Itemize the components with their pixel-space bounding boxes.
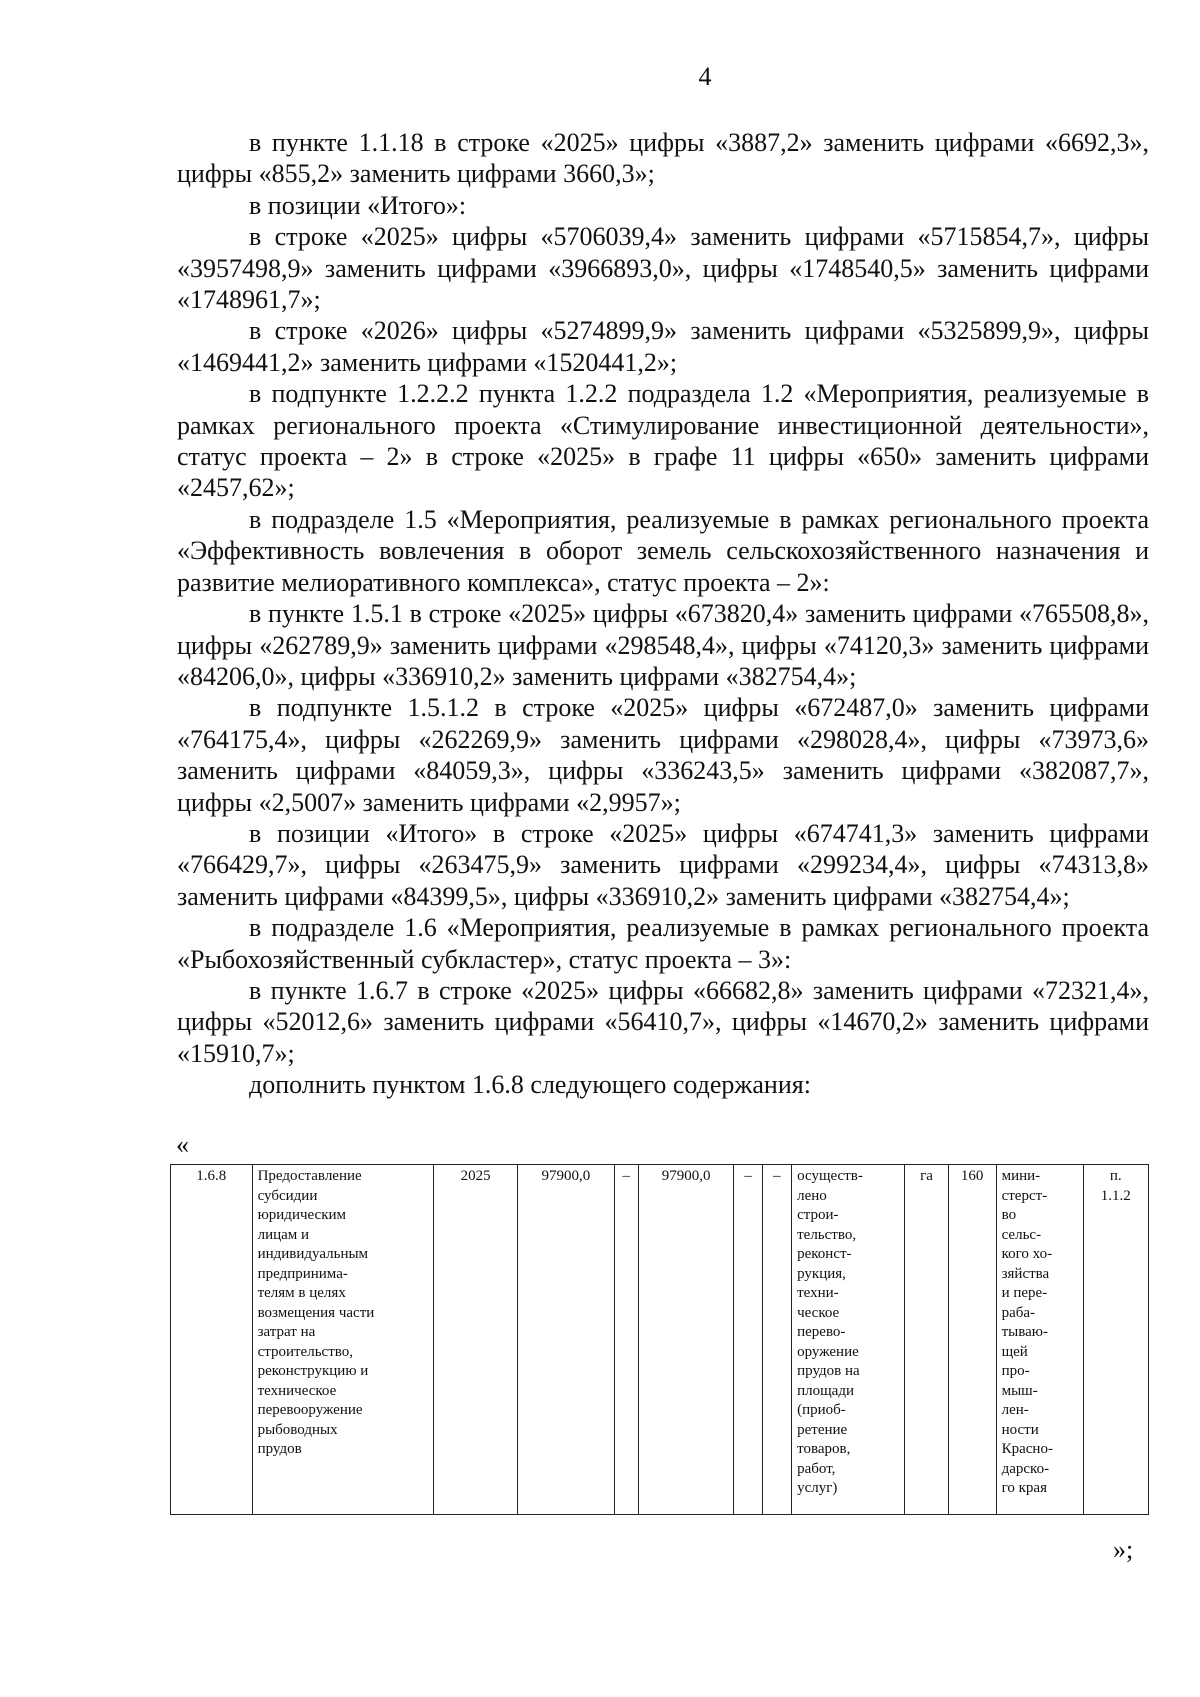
paragraph: в подпункте 1.2.2.2 пункта 1.2.2 подраздела 1.2 «Мероприятия, реализуемые в рамках регионального проекта «Стимулирование инвестиционной деятельности», статус проекта – 2» в строке «2025» в графе 11 цифры «650» заменить цифрами «2457,62»; — [177, 379, 1149, 503]
cell-reference: п. 1.1.2 — [1083, 1165, 1148, 1515]
amendment-text — [177, 127, 1149, 1101]
paragraph: в подразделе 1.6 «Мероприятия, реализуемые в рамках регионального проекта «Рыбохозяйственный субкластер», статус проекта – 3»: — [177, 913, 1149, 974]
cell-regional: 97900,0 — [638, 1165, 734, 1515]
paragraph: в пункте 1.1.18 в строке «2025» цифры «3887,2» заменить цифрами «6692,3», цифры «855,2» заменить цифрами 3660,3»; — [177, 128, 1149, 189]
cell-value: 160 — [948, 1165, 996, 1515]
cell-other: – — [762, 1165, 791, 1515]
cell-result: осуществ- лено строи- тельство, реконст- рукция, техни- ческое перево- оружение прудов на площади (приоб- ретение товаров, работ, услуг) — [792, 1165, 905, 1515]
open-quote: « — [176, 1130, 189, 1159]
close-quote: »; — [1113, 1535, 1134, 1564]
cell-local: – — [734, 1165, 762, 1515]
cell-federal: – — [614, 1165, 638, 1515]
cell-total: 97900,0 — [518, 1165, 615, 1515]
cell-year: 2025 — [434, 1165, 518, 1515]
amendment-table — [170, 1164, 1149, 1515]
paragraph: в строке «2025» цифры «5706039,4» заменить цифрами «5715854,7», цифры «3957498,9» заменить цифрами «3966893,0», цифры «1748540,5» заменить цифрами «1748961,7»; — [177, 222, 1149, 315]
paragraph: в позиции «Итого» в строке «2025» цифры «674741,3» заменить цифрами «766429,7», цифры «263475,9» заменить цифрами «299234,4», цифры «74313,8» заменить цифрами «84399,5», цифры «336910,2» заменить цифрами «382754,4»; — [177, 818, 1149, 911]
paragraph: в строке «2026» цифры «5274899,9» заменить цифрами «5325899,9», цифры «1469441,2» заменить цифрами «1520441,2»; — [177, 316, 1149, 377]
cell-number: 1.6.8 — [171, 1165, 253, 1515]
cell-name: Предоставление субсидии юридическим лицам и индивидуальным предпринима- телям в целях возмещения части затрат на строительство, реконструкцию и техническое перевооружение рыбоводных прудов — [252, 1165, 434, 1515]
page-number: 4 — [698, 62, 712, 91]
cell-unit: га — [905, 1165, 949, 1515]
paragraph: дополнить пунктом 1.6.8 следующего содержания: — [249, 1070, 811, 1100]
paragraph: в подразделе 1.5 «Мероприятия, реализуемые в рамках регионального проекта «Эффективность вовлечения в оборот земель сельскохозяйственного назначения и развитие мелиоративного комплекса», статус проекта – 2»: — [177, 504, 1149, 597]
paragraph: в подпункте 1.5.1.2 в строке «2025» цифры «672487,0» заменить цифрами «764175,4», цифры «262269,9» заменить цифрами «298028,4», цифры «73973,6» заменить цифрами «84059,3», цифры «336243,5» заменить цифрами «382087,7», цифры «2,5007» заменить цифрами «2,9957»; — [177, 693, 1149, 817]
paragraph: в пункте 1.5.1 в строке «2025» цифры «673820,4» заменить цифрами «765508,8», цифры «262789,9» заменить цифрами «298548,4», цифры «74120,3» заменить цифрами «84206,0», цифры «336910,2» заменить цифрами «382754,4»; — [177, 599, 1149, 691]
table-row — [171, 1165, 1149, 1515]
paragraph: в позиции «Итого»: — [249, 190, 467, 220]
cell-executor: мини- стерст- во сельс- кого хо- зяйства и пере- раба- тываю- щей про- мыш- лен- ности Красно- дарско- го края — [996, 1165, 1083, 1515]
paragraph: в пункте 1.6.7 в строке «2025» цифры «66682,8» заменить цифрами «72321,4», цифры «52012,6» заменить цифрами «56410,7», цифры «14670,2» заменить цифрами «15910,7»; — [177, 975, 1149, 1068]
